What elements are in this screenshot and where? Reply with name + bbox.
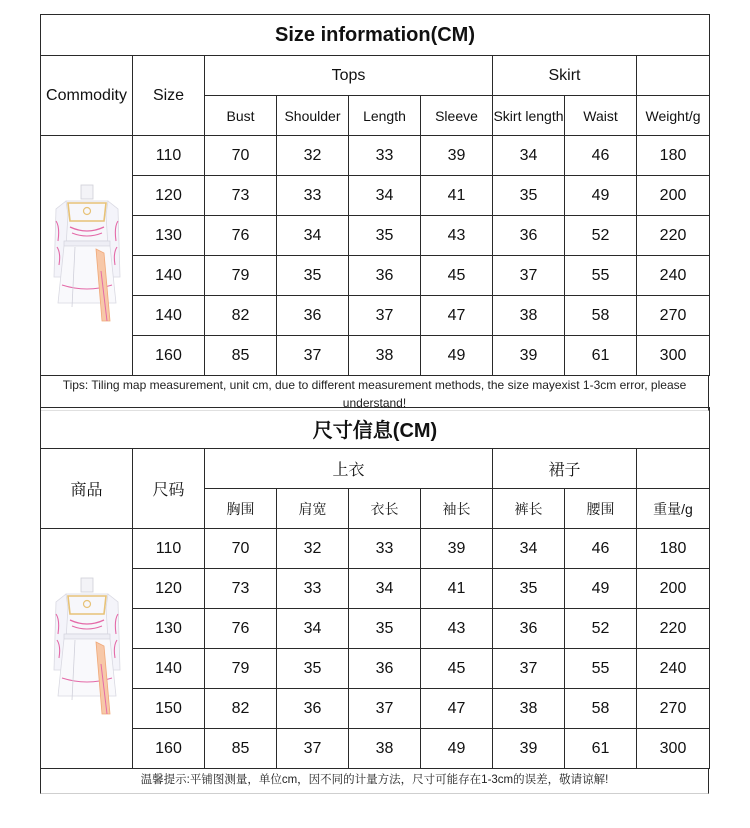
header-weight: 重量/g bbox=[637, 489, 710, 529]
cell-size: 160 bbox=[133, 336, 205, 376]
cell-shoulder: 35 bbox=[277, 256, 349, 296]
cell-waist: 58 bbox=[565, 689, 637, 729]
header-commodity: Commodity bbox=[41, 56, 133, 136]
cell-waist: 52 bbox=[565, 216, 637, 256]
cell-sleeve: 47 bbox=[421, 296, 493, 336]
cell-skirt-length: 34 bbox=[493, 529, 565, 569]
header-skirt-length: 裤长 bbox=[493, 489, 565, 529]
cell-weight: 240 bbox=[637, 256, 710, 296]
header-bust: 胸围 bbox=[205, 489, 277, 529]
table-row bbox=[41, 216, 710, 256]
header-commodity: 商品 bbox=[41, 449, 133, 529]
cell-sleeve: 43 bbox=[421, 216, 493, 256]
cell-weight: 300 bbox=[637, 336, 710, 376]
cell-shoulder: 36 bbox=[277, 296, 349, 336]
cell-size: 160 bbox=[133, 729, 205, 769]
cell-size: 130 bbox=[133, 216, 205, 256]
table-row bbox=[41, 689, 710, 729]
header-skirt-length: Skirt length bbox=[493, 96, 565, 136]
cell-skirt-length: 34 bbox=[493, 136, 565, 176]
cell-length: 33 bbox=[349, 529, 421, 569]
cell-weight: 180 bbox=[637, 136, 710, 176]
cell-skirt-length: 39 bbox=[493, 336, 565, 376]
cell-waist: 52 bbox=[565, 609, 637, 649]
cell-bust: 73 bbox=[205, 176, 277, 216]
table-row bbox=[41, 136, 710, 176]
cell-shoulder: 35 bbox=[277, 649, 349, 689]
cell-length: 35 bbox=[349, 216, 421, 256]
table-row bbox=[41, 256, 710, 296]
cell-bust: 76 bbox=[205, 609, 277, 649]
cell-shoulder: 37 bbox=[277, 336, 349, 376]
cell-sleeve: 45 bbox=[421, 649, 493, 689]
cell-length: 33 bbox=[349, 136, 421, 176]
cell-shoulder: 32 bbox=[277, 136, 349, 176]
cell-bust: 73 bbox=[205, 569, 277, 609]
cell-waist: 61 bbox=[565, 729, 637, 769]
dress-illustration bbox=[52, 181, 122, 331]
cell-shoulder: 37 bbox=[277, 729, 349, 769]
cell-bust: 70 bbox=[205, 529, 277, 569]
table-title: Size information(CM) bbox=[41, 15, 710, 56]
header-size: Size bbox=[133, 56, 205, 136]
cell-length: 36 bbox=[349, 256, 421, 296]
cell-length: 37 bbox=[349, 296, 421, 336]
cell-bust: 85 bbox=[205, 336, 277, 376]
cell-sleeve: 39 bbox=[421, 529, 493, 569]
cell-skirt-length: 38 bbox=[493, 689, 565, 729]
cell-bust: 82 bbox=[205, 689, 277, 729]
chinese-size-table bbox=[40, 407, 709, 794]
table-title: 尺寸信息(CM) bbox=[41, 408, 710, 449]
cell-length: 38 bbox=[349, 729, 421, 769]
cell-size: 150 bbox=[133, 689, 205, 729]
cell-bust: 79 bbox=[205, 649, 277, 689]
header-shoulder: 肩宽 bbox=[277, 489, 349, 529]
table-row bbox=[41, 649, 710, 689]
table-row bbox=[41, 569, 710, 609]
table-row bbox=[41, 609, 710, 649]
cell-weight: 220 bbox=[637, 216, 710, 256]
cell-skirt-length: 37 bbox=[493, 256, 565, 296]
cell-skirt-length: 36 bbox=[493, 216, 565, 256]
cell-length: 38 bbox=[349, 336, 421, 376]
table-row bbox=[41, 296, 710, 336]
cell-length: 34 bbox=[349, 569, 421, 609]
header-tops: 上衣 bbox=[205, 449, 493, 489]
cell-length: 35 bbox=[349, 609, 421, 649]
cell-waist: 46 bbox=[565, 136, 637, 176]
cell-shoulder: 34 bbox=[277, 609, 349, 649]
cell-bust: 85 bbox=[205, 729, 277, 769]
cell-skirt-length: 36 bbox=[493, 609, 565, 649]
cell-skirt-length: 39 bbox=[493, 729, 565, 769]
cell-weight: 200 bbox=[637, 176, 710, 216]
header-length: Length bbox=[349, 96, 421, 136]
cell-waist: 49 bbox=[565, 176, 637, 216]
cell-size: 110 bbox=[133, 529, 205, 569]
cell-sleeve: 49 bbox=[421, 336, 493, 376]
cell-size: 130 bbox=[133, 609, 205, 649]
cell-size: 120 bbox=[133, 569, 205, 609]
header-weight: Weight/g bbox=[637, 96, 710, 136]
header-bust: Bust bbox=[205, 96, 277, 136]
cell-shoulder: 36 bbox=[277, 689, 349, 729]
cell-weight: 270 bbox=[637, 689, 710, 729]
header-sleeve: 袖长 bbox=[421, 489, 493, 529]
cell-waist: 55 bbox=[565, 256, 637, 296]
cell-size: 120 bbox=[133, 176, 205, 216]
cell-length: 34 bbox=[349, 176, 421, 216]
cell-sleeve: 45 bbox=[421, 256, 493, 296]
cell-bust: 82 bbox=[205, 296, 277, 336]
header-blank bbox=[637, 56, 710, 96]
header-size: 尺码 bbox=[133, 449, 205, 529]
cell-sleeve: 47 bbox=[421, 689, 493, 729]
cell-sleeve: 43 bbox=[421, 609, 493, 649]
cell-weight: 300 bbox=[637, 729, 710, 769]
english-size-table bbox=[40, 14, 709, 411]
table-row bbox=[41, 336, 710, 376]
measurement-tips: 温馨提示:平铺图测量，单位cm，因不同的计量方法，尺寸可能存在1-3cm的误差，敬请谅解! bbox=[40, 769, 709, 794]
cell-weight: 180 bbox=[637, 529, 710, 569]
cell-sleeve: 41 bbox=[421, 569, 493, 609]
header-waist: Waist bbox=[565, 96, 637, 136]
cell-skirt-length: 38 bbox=[493, 296, 565, 336]
table-row bbox=[41, 529, 710, 569]
header-tops: Tops bbox=[205, 56, 493, 96]
cell-waist: 61 bbox=[565, 336, 637, 376]
cell-weight: 240 bbox=[637, 649, 710, 689]
cell-sleeve: 41 bbox=[421, 176, 493, 216]
cell-waist: 46 bbox=[565, 529, 637, 569]
header-length: 衣长 bbox=[349, 489, 421, 529]
cell-length: 36 bbox=[349, 649, 421, 689]
cell-length: 37 bbox=[349, 689, 421, 729]
cell-shoulder: 33 bbox=[277, 176, 349, 216]
cell-shoulder: 32 bbox=[277, 529, 349, 569]
dress-illustration bbox=[52, 574, 122, 724]
cell-shoulder: 33 bbox=[277, 569, 349, 609]
cell-weight: 220 bbox=[637, 609, 710, 649]
cell-bust: 70 bbox=[205, 136, 277, 176]
cell-size: 140 bbox=[133, 296, 205, 336]
cell-weight: 270 bbox=[637, 296, 710, 336]
cell-weight: 200 bbox=[637, 569, 710, 609]
cell-skirt-length: 37 bbox=[493, 649, 565, 689]
cell-sleeve: 49 bbox=[421, 729, 493, 769]
product-photo bbox=[41, 136, 133, 376]
product-photo bbox=[41, 529, 133, 769]
header-waist: 腰围 bbox=[565, 489, 637, 529]
cell-waist: 55 bbox=[565, 649, 637, 689]
cell-bust: 79 bbox=[205, 256, 277, 296]
cell-shoulder: 34 bbox=[277, 216, 349, 256]
cell-size: 140 bbox=[133, 649, 205, 689]
cell-size: 140 bbox=[133, 256, 205, 296]
cell-waist: 49 bbox=[565, 569, 637, 609]
header-skirt: 裙子 bbox=[493, 449, 637, 489]
header-sleeve: Sleeve bbox=[421, 96, 493, 136]
cell-waist: 58 bbox=[565, 296, 637, 336]
cell-bust: 76 bbox=[205, 216, 277, 256]
table-row bbox=[41, 729, 710, 769]
header-shoulder: Shoulder bbox=[277, 96, 349, 136]
cell-sleeve: 39 bbox=[421, 136, 493, 176]
cell-skirt-length: 35 bbox=[493, 569, 565, 609]
table-row bbox=[41, 176, 710, 216]
measurement-tips: Tips: Tiling map measurement, unit cm, due to different measurement methods, the size mayexist 1-3cm error, please understand! bbox=[40, 376, 709, 411]
header-blank bbox=[637, 449, 710, 489]
header-skirt: Skirt bbox=[493, 56, 637, 96]
cell-skirt-length: 35 bbox=[493, 176, 565, 216]
cell-size: 110 bbox=[133, 136, 205, 176]
